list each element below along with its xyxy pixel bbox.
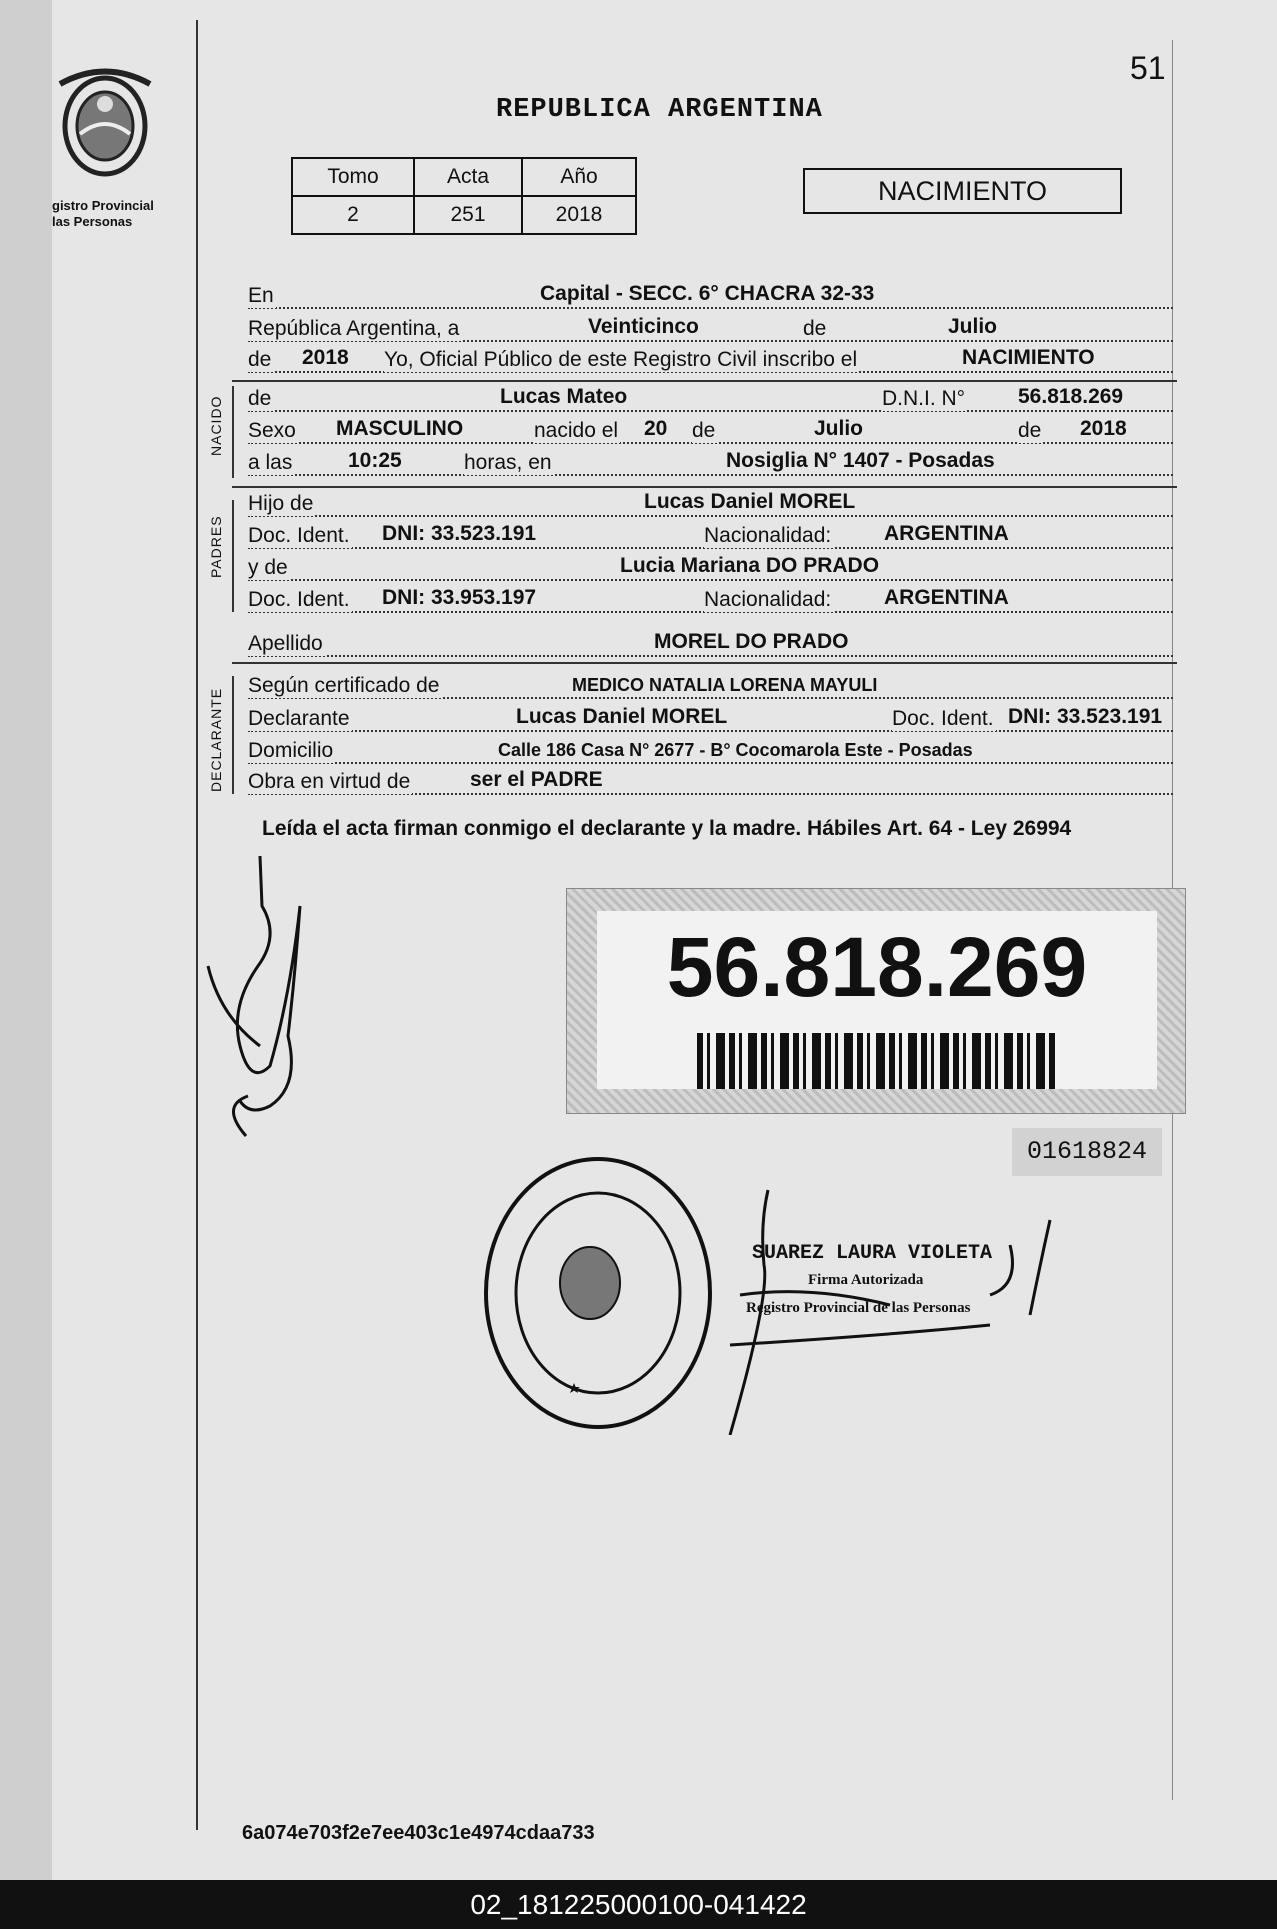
- oficial-text: Yo, Oficial Público de este Registro Civil inscribo el: [384, 348, 858, 371]
- mother-doc-label: Doc. Ident.: [248, 588, 350, 611]
- obra-value: ser el PADRE: [470, 768, 603, 791]
- nacido-section-label: NACIDO: [208, 395, 224, 456]
- registry-line-2: las Personas: [52, 214, 133, 229]
- dni-label: D.N.I. N°: [882, 387, 966, 410]
- place-row: [248, 280, 1173, 312]
- declarante-bar: [232, 676, 234, 794]
- sexo-label: Sexo: [248, 419, 296, 442]
- cert-label: Según certificado de: [248, 674, 440, 697]
- year-value: 2018: [302, 346, 349, 369]
- mother-row: [248, 552, 1173, 584]
- mother-nat-label: Nacionalidad:: [704, 588, 832, 611]
- birth-year-value: 2018: [1080, 417, 1127, 440]
- a-las-label: a las: [248, 451, 293, 474]
- child-de-label: de: [248, 387, 272, 410]
- anio-header: Año: [522, 158, 636, 196]
- time-place-row: [248, 447, 1173, 479]
- footer-filename: 02_181225000100-041422: [0, 1880, 1277, 1929]
- barcode-number: 56.818.269: [666, 920, 1088, 1014]
- de-label-4: de: [1018, 419, 1042, 442]
- left-border-line: [196, 20, 198, 1830]
- father-doc-row: [248, 520, 1173, 552]
- date-row: [248, 313, 1173, 345]
- official-role: Firma Autorizada: [808, 1272, 924, 1288]
- anio-value: 2018: [522, 196, 636, 234]
- republica-label: República Argentina, a: [248, 317, 460, 340]
- round-stamp-icon: [478, 1153, 718, 1433]
- father-doc-value: DNI: 33.523.191: [382, 522, 537, 545]
- birth-place-value: Nosiglia N° 1407 - Posadas: [726, 449, 995, 472]
- obra-label: Obra en virtud de: [248, 770, 411, 793]
- month-value: Julio: [948, 315, 998, 338]
- barcode-panel: [597, 911, 1157, 1089]
- apellido-label: Apellido: [248, 632, 323, 655]
- horas-label: horas, en: [464, 451, 552, 474]
- official-name: SUAREZ LAURA VIOLETA: [752, 1242, 993, 1265]
- nacido-el-label: nacido el: [534, 419, 619, 442]
- sex-birth-row: [248, 415, 1173, 447]
- registry-line-1: gistro Provincial: [52, 198, 154, 213]
- sexo-value: MASCULINO: [336, 417, 464, 440]
- surname-value: MOREL DO PRADO: [654, 630, 849, 653]
- hijo-de-label: Hijo de: [248, 492, 314, 515]
- certificate-row: [248, 670, 1173, 702]
- declarante-section-label: DECLARANTE: [208, 687, 224, 792]
- place-value: Capital - SECC. 6° CHACRA 32-33: [540, 282, 875, 305]
- obra-row: [248, 766, 1173, 798]
- document-hash: 6a074e703f2e7ee403c1e4974cdaa733: [242, 1822, 595, 1844]
- barcode-bars-icon: [697, 1033, 1057, 1089]
- declarante-label: Declarante: [248, 707, 350, 730]
- closing-text: Leída el acta firman conmigo el declarante y la madre. Hábiles Art. 64 - Ley 26994: [262, 817, 1072, 840]
- divider-nacido: [232, 380, 1177, 382]
- father-nat-label: Nacionalidad:: [704, 524, 832, 547]
- declarant-doc-value: DNI: 33.523.191: [1008, 705, 1163, 728]
- de-label-2: de: [248, 348, 272, 371]
- official-registry: Registro Provincial de las Personas: [746, 1300, 971, 1316]
- birth-day-value: 20: [644, 417, 668, 440]
- tomo-acta-anio-table: [291, 157, 637, 235]
- registry-label: [52, 198, 154, 230]
- mother-doc-value: DNI: 33.953.197: [382, 586, 537, 609]
- child-dni-value: 56.818.269: [1018, 385, 1124, 408]
- mother-name-value: Lucia Mariana DO PRADO: [620, 554, 880, 577]
- en-label: En: [248, 284, 274, 307]
- dni-barcode-label: [566, 888, 1186, 1114]
- time-value: 10:25: [348, 449, 402, 472]
- address-value: Calle 186 Casa N° 2677 - B° Cocomarola Este - Posadas: [498, 740, 973, 760]
- domicilio-label: Domicilio: [248, 739, 334, 762]
- record-type-box: NACIMIENTO: [803, 168, 1122, 214]
- divider-declarante: [232, 662, 1177, 664]
- left-margin: [0, 0, 52, 1880]
- serial-number: 01618824: [1012, 1128, 1162, 1176]
- country-title: REPUBLICA ARGENTINA: [496, 95, 823, 125]
- tomo-header: Tomo: [292, 158, 414, 196]
- page-number: 51: [1130, 50, 1166, 86]
- surname-row: [248, 628, 1173, 660]
- declarant-signature-icon: [200, 846, 340, 1146]
- acta-value: 251: [414, 196, 522, 234]
- declarant-doc-label: Doc. Ident.: [892, 707, 994, 730]
- child-name-value: Lucas Mateo: [500, 385, 628, 408]
- official-signature-icon: [690, 1185, 1070, 1435]
- tomo-value: 2: [292, 196, 414, 234]
- inscription-row: [248, 344, 1173, 376]
- y-de-label: y de: [248, 556, 288, 579]
- provincial-seal-icon: [50, 64, 160, 194]
- address-row: [248, 735, 1173, 767]
- day-words-value: Veinticinco: [588, 315, 699, 338]
- padres-bar: [232, 500, 234, 612]
- mother-doc-row: [248, 584, 1173, 616]
- mother-nat-value: ARGENTINA: [884, 586, 1009, 609]
- father-row: [248, 488, 1173, 520]
- padres-section-label: PADRES: [208, 515, 224, 578]
- declarant-row: [248, 703, 1173, 735]
- father-doc-label: Doc. Ident.: [248, 524, 350, 547]
- declarant-value: Lucas Daniel MOREL: [516, 705, 728, 728]
- child-name-row: [248, 383, 1173, 415]
- acta-header: Acta: [414, 158, 522, 196]
- father-name-value: Lucas Daniel MOREL: [644, 490, 856, 513]
- de-label-3: de: [692, 419, 716, 442]
- cert-value: MEDICO NATALIA LORENA MAYULI: [572, 675, 878, 695]
- birth-month-value: Julio: [814, 417, 864, 440]
- inscribe-value: NACIMIENTO: [962, 346, 1095, 369]
- de-label: de: [803, 317, 827, 340]
- nacido-bar: [232, 386, 234, 478]
- father-nat-value: ARGENTINA: [884, 522, 1009, 545]
